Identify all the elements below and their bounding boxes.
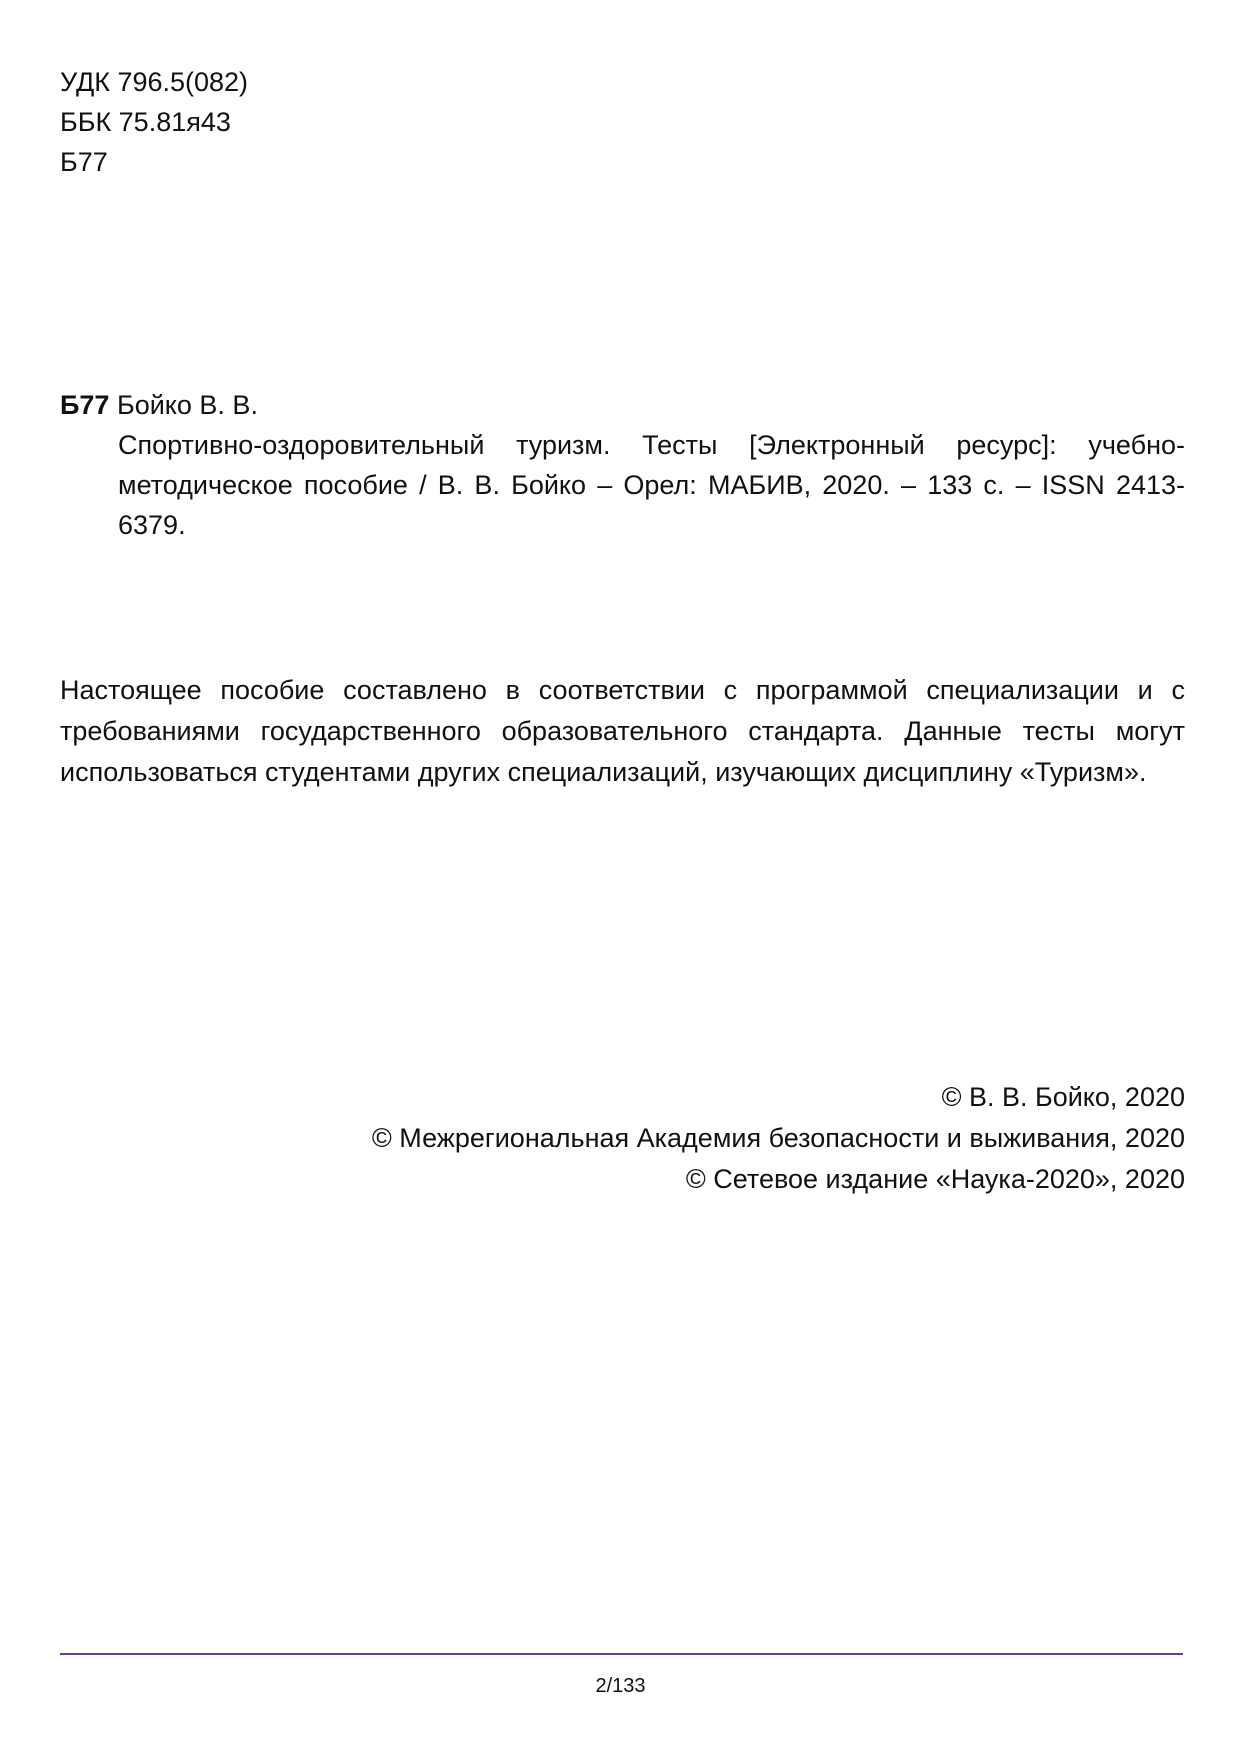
biblio-author: Бойко В. В. (116, 390, 258, 420)
copyright-block (372, 1077, 1185, 1200)
copyright-line: © Сетевое издание «Наука-2020», 2020 (685, 1164, 1185, 1194)
author-mark: Б77 (60, 147, 108, 177)
annotation-paragraph: Настоящее пособие составлено в соответствии с программой специализации и с требованиями государственного образовательного стандарта. Данные тесты могут использоваться студентами других специализаций, изучающих дисциплину «Туризм». (60, 675, 1185, 787)
bbk-code: ББК 75.81я43 (60, 107, 231, 137)
biblio-head (60, 385, 1185, 425)
page-number: 2/133 (595, 1675, 646, 1697)
udk-code: УДК 796.5(082) (60, 67, 249, 97)
classification-block (60, 62, 248, 182)
copyright-line: © Межрегиональная Академия безопасности и выживания, 2020 (371, 1123, 1185, 1153)
bibliographic-record (60, 385, 1185, 545)
footer-divider (60, 1653, 1183, 1655)
biblio-mark: Б77 (60, 390, 110, 420)
biblio-description: Спортивно-оздоровительный туризм. Тесты [Электронный ресурс]: учебно-методическое пособие / В. В. Бойко – Орел: МАБИВ, 2020. – 133 с. – ISSN 2413-6379. (118, 430, 1185, 540)
copyright-line: © В. В. Бойко, 2020 (941, 1082, 1185, 1112)
